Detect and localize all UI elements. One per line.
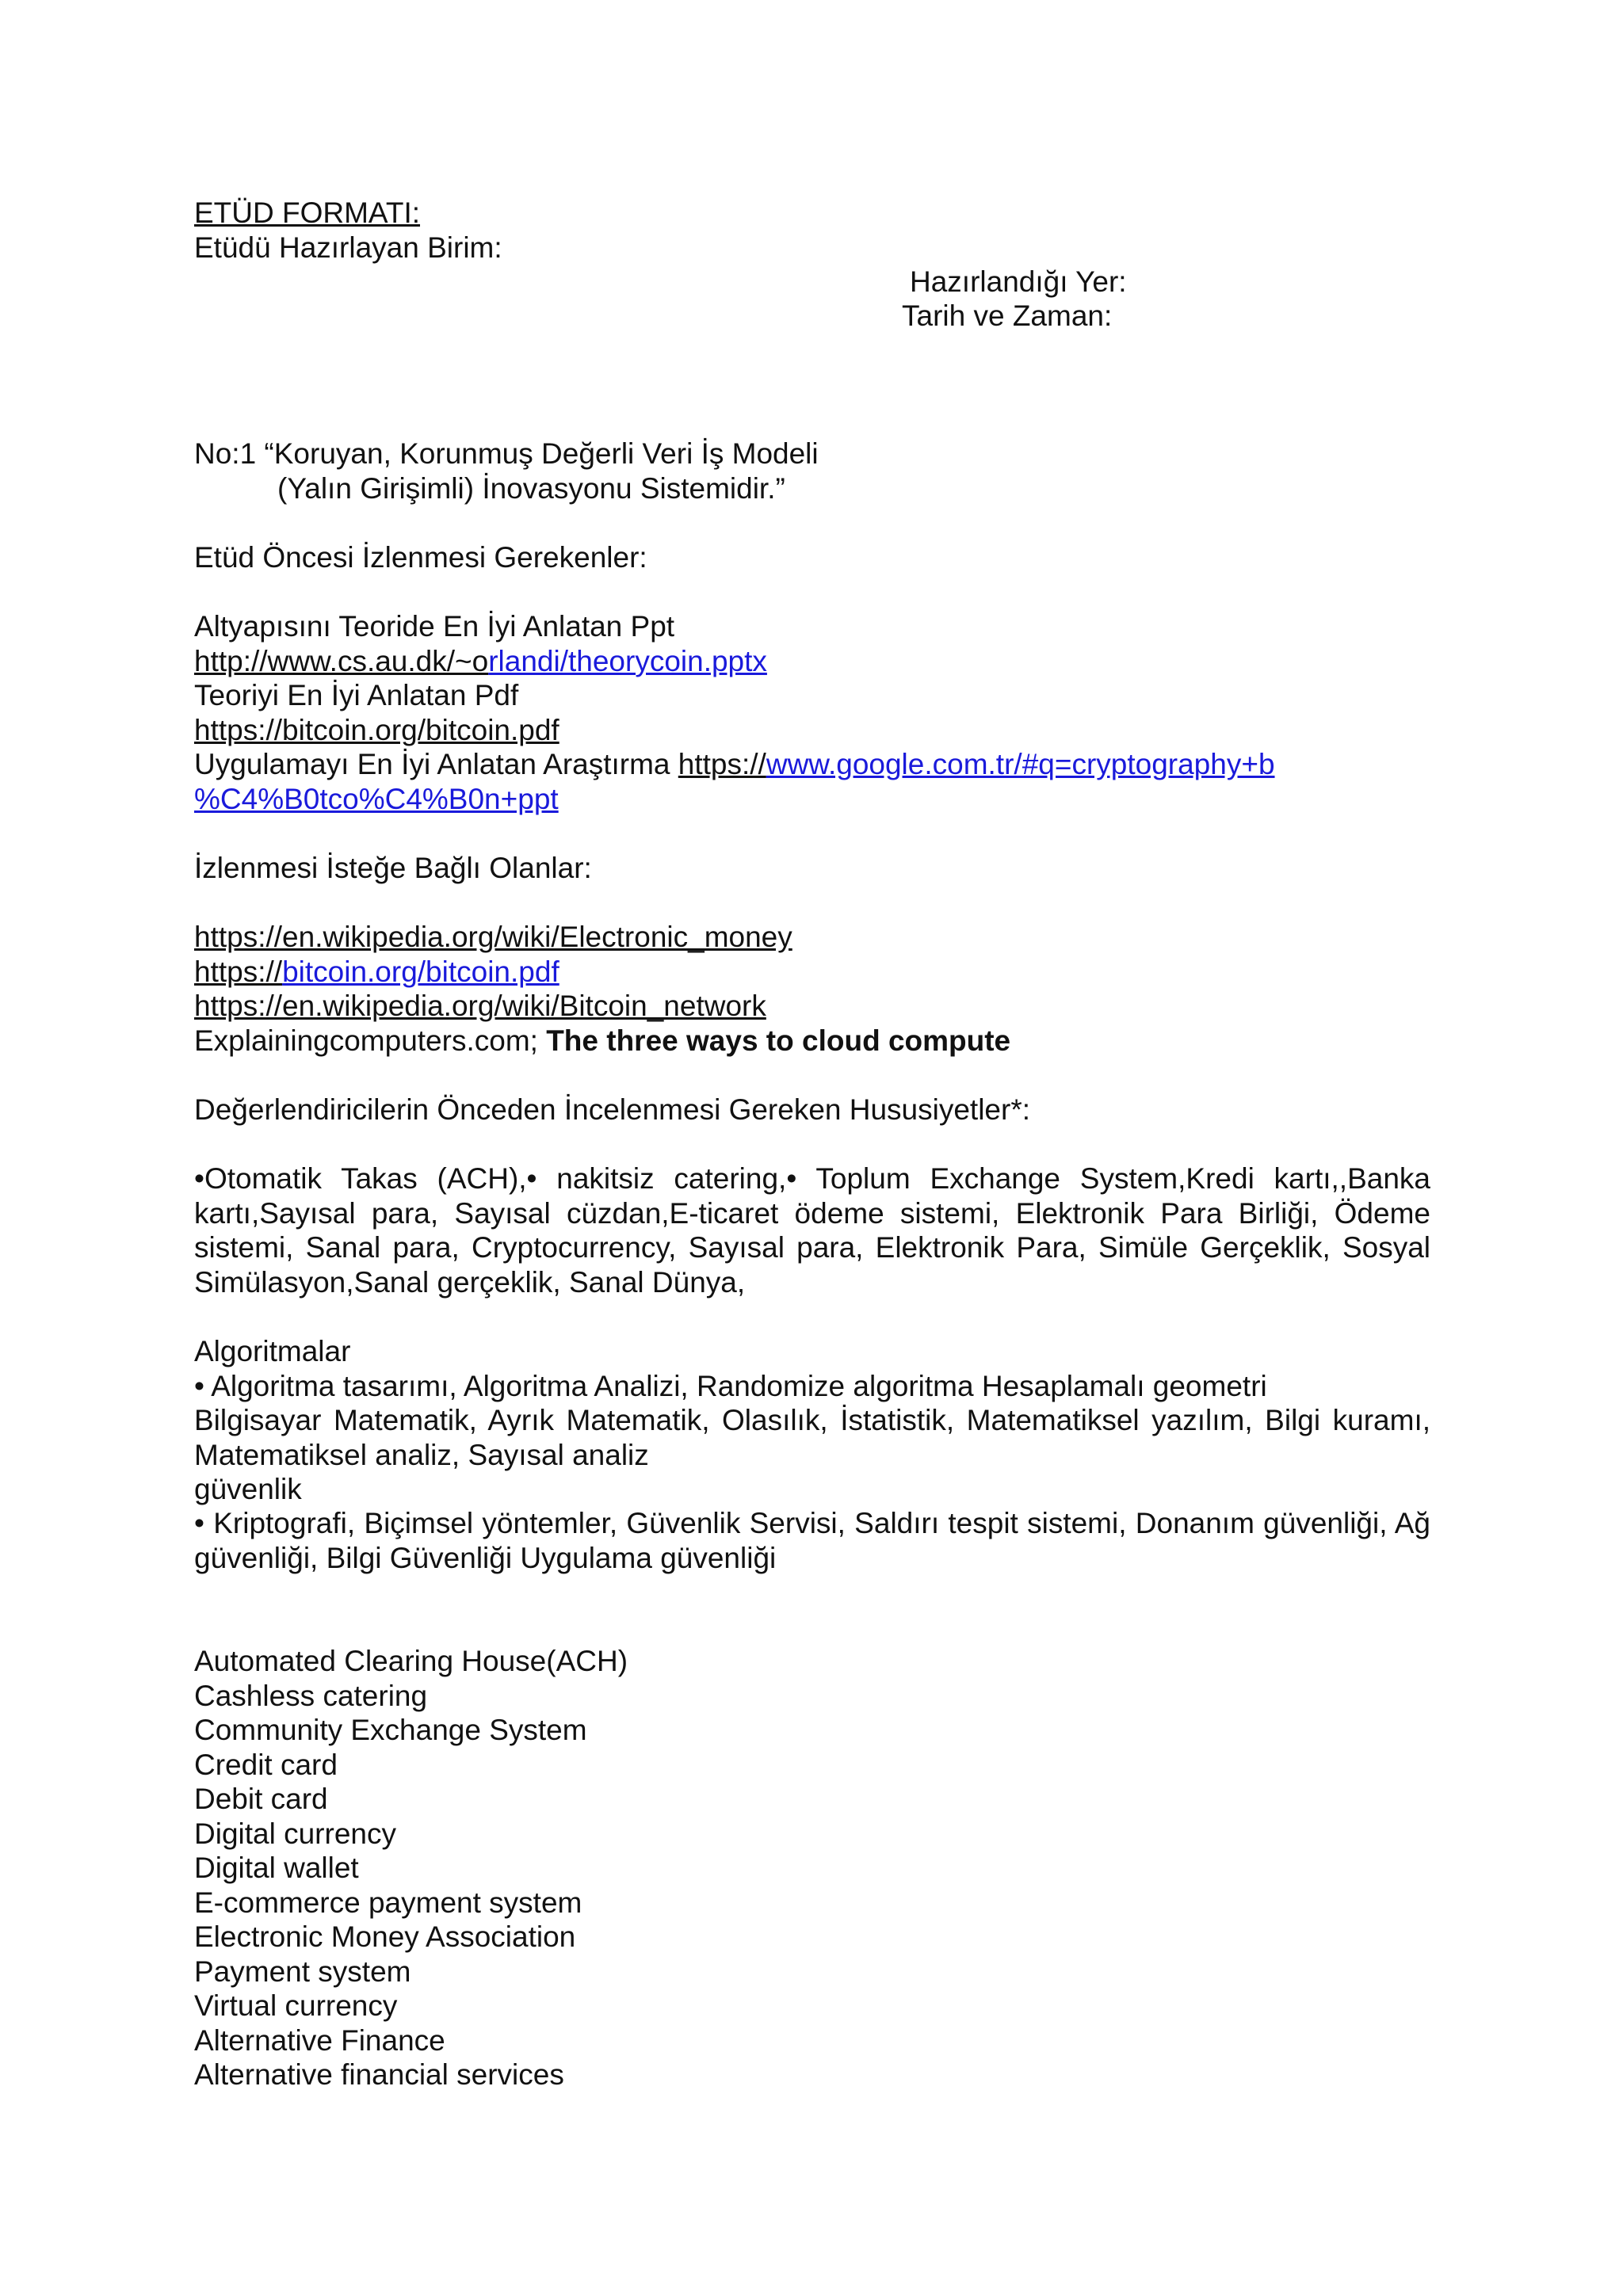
security-text: • Kriptografi, Biçimsel yöntemler, Güvenlik Servisi, Saldırı tespit sistemi, Donanım güvenliği, Ağ güvenliği, Bilgi Güvenliği Uygulama güvenliği xyxy=(194,1507,1430,1574)
research-link-part1[interactable]: https:// xyxy=(678,748,766,780)
list-item: Debit card xyxy=(194,1783,328,1815)
evaluators-heading: Değerlendiricilerin Önceden İncelenmesi Gereken Hususiyetler*: xyxy=(194,1093,1031,1126)
datetime-label: Tarih ve Zaman: xyxy=(902,299,1113,332)
algorithms-line-1: • Algoritma tasarımı, Algoritma Analizi, Randomize algoritma Hesaplamalı geometri xyxy=(194,1369,1267,1402)
research-link-part2[interactable]: www.google.com.tr/#q=cryptography+b xyxy=(766,748,1275,780)
optional-heading: İzlenmesi İsteğe Bağlı Olanlar: xyxy=(194,852,592,884)
prepared-by-label: Etüdü Hazırlayan Birim: xyxy=(194,231,502,264)
list-item: E-commerce payment system xyxy=(194,1886,582,1919)
subject-block xyxy=(194,437,1430,505)
optional-link-2[interactable] xyxy=(194,955,1430,990)
required-heading: Etüd Öncesi İzlenmesi Gerekenler: xyxy=(194,541,647,574)
ppt-label: Altyapısını Teoride En İyi Anlatan Ppt xyxy=(194,610,675,643)
list-item: Cashless catering xyxy=(194,1679,428,1712)
security-heading-block xyxy=(194,1472,1430,1507)
research-label: Uygulamayı En İyi Anlatan Araştırma xyxy=(194,748,678,780)
list-item: Digital wallet xyxy=(194,1852,359,1884)
list-item: Alternative Finance xyxy=(194,2023,445,2057)
subject-line-1: No:1 “Koruyan, Korunmuş Değerli Veri İş Modeli xyxy=(194,437,819,470)
optional-link-1[interactable] xyxy=(194,920,1430,955)
video-title: The three ways to cloud compute xyxy=(546,1024,1011,1057)
ppt-link[interactable] xyxy=(194,644,1430,679)
electronic-money-link[interactable]: https://en.wikipedia.org/wiki/Electronic_money xyxy=(194,921,792,953)
bitcoin-network-link[interactable]: https://en.wikipedia.org/wiki/Bitcoin_network xyxy=(194,990,766,1022)
place-block xyxy=(910,265,1306,299)
list-item: Alternative financial services xyxy=(194,2058,564,2091)
list-item: Virtual currency xyxy=(194,1989,398,2022)
list-item: Credit card xyxy=(194,1748,338,1781)
optional-heading-block xyxy=(194,851,1430,886)
algorithms-heading: Algoritmalar xyxy=(194,1335,351,1367)
ppt-link-part1[interactable]: http://www.cs.au.dk/~o xyxy=(194,644,489,677)
research-link-continuation[interactable] xyxy=(194,782,1430,817)
list-item: Automated Clearing House(ACH) xyxy=(194,1645,628,1677)
list-item: Digital currency xyxy=(194,1817,396,1850)
datetime-block xyxy=(902,299,1298,334)
video-reference xyxy=(194,1024,1430,1058)
subject-line-2: (Yalın Girişimli) İnovasyonu Sistemidir.” xyxy=(277,471,785,505)
pdf-link[interactable] xyxy=(194,713,1430,748)
ppt-link-part2[interactable]: rlandi/theorycoin.pptx xyxy=(488,644,767,677)
header-block xyxy=(194,196,1430,265)
algorithms-line-2: Bilgisayar Matematik, Ayrık Matematik, Olasılık, İstatistik, Matematiksel yazılım, Bilgi kuramı, Matematiksel analiz, Sayısal analiz xyxy=(194,1404,1430,1471)
security-heading: güvenlik xyxy=(194,1473,302,1505)
optional-link-3[interactable] xyxy=(194,989,1430,1024)
optional-list xyxy=(194,920,1430,1058)
pdf-label: Teoriyi En İyi Anlatan Pdf xyxy=(194,679,519,711)
video-source: Explainingcomputers.com; xyxy=(194,1024,547,1057)
evaluators-heading-block xyxy=(194,1093,1430,1127)
research-line xyxy=(194,747,1430,782)
place-label: Hazırlandığı Yer: xyxy=(910,265,1127,298)
list-item: Community Exchange System xyxy=(194,1714,587,1746)
bitcoin-pdf-link-part2[interactable]: bitcoin.org/bitcoin.pdf xyxy=(282,955,559,988)
required-heading-block xyxy=(194,540,1430,575)
research-link-part3[interactable]: %C4%B0tco%C4%B0n+ppt xyxy=(194,782,559,815)
evaluators-topics: •Otomatik Takas (ACH),• nakitsiz catering,• Toplum Exchange System,Kredi kartı,,Banka kartı,Sayısal para, Sayısal cüzdan,E-ticaret ödeme sistemi, Elektronik Para Birliği, Ödeme sistemi, Sanal para, Cryptocurrency, Sayısal para, Elektronik Para, Simüle Gerçeklik, Sosyal Simülasyon,Sanal gerçeklik, Sanal Dünya, xyxy=(194,1162,1430,1299)
form-title: ETÜD FORMATI: xyxy=(194,196,421,229)
bitcoin-pdf-link-part1[interactable]: https:// xyxy=(194,955,283,988)
list-item: Electronic Money Association xyxy=(194,1920,576,1953)
list-item: Payment system xyxy=(194,1955,411,1988)
terms-list xyxy=(194,1644,1430,2092)
required-list xyxy=(194,609,1430,816)
pdf-link-anchor[interactable]: https://bitcoin.org/bitcoin.pdf xyxy=(194,713,559,746)
algorithms-block xyxy=(194,1334,1430,1403)
